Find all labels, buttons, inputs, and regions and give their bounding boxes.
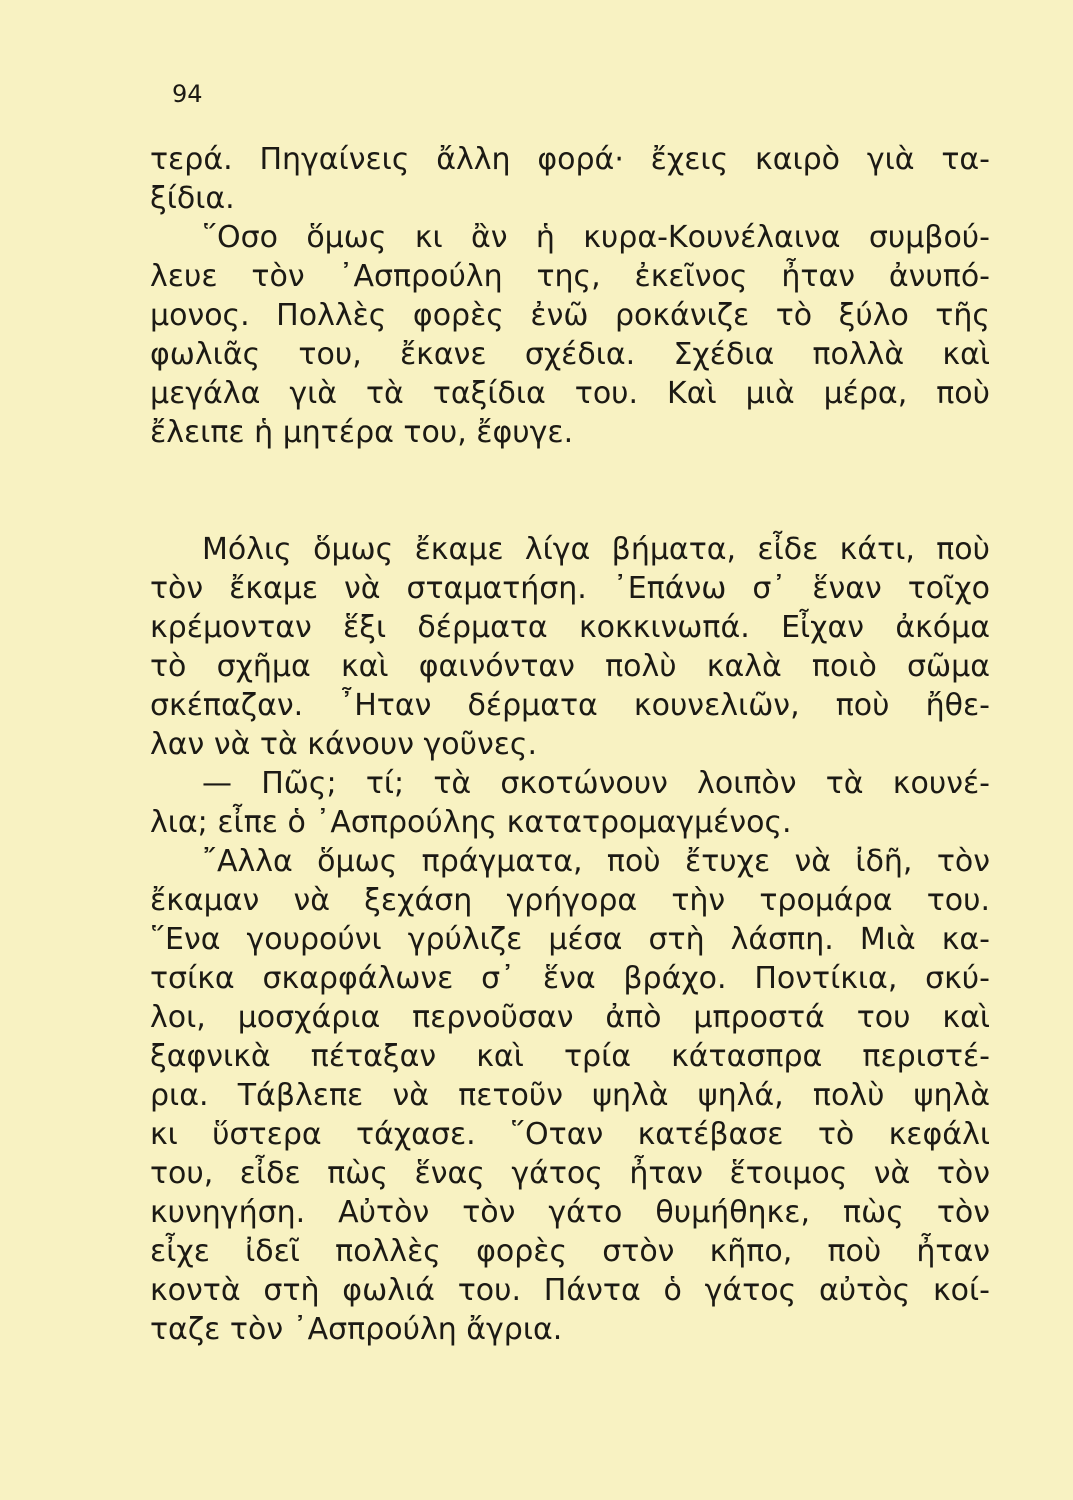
text-line: ξαφνικὰ πέταξαν καὶ τρία κάτασπρα περιστέ- [150, 1039, 990, 1074]
text-line: κυνηγήση. Αὐτὸν τὸν γάτο θυμήθηκε, πὼς τὸν [150, 1195, 990, 1230]
page-number: 94 [172, 80, 203, 108]
text-line: ξίδια. [150, 181, 235, 216]
text-line: λια; εἶπε ὁ ᾿Ασπρούλης κατατρομαγμένος. [150, 805, 792, 840]
text-line: ρια. Τάβλεπε νὰ πετοῦν ψηλὰ ψηλά, πολὺ ψηλὰ [150, 1078, 990, 1113]
text-line: σκέπαζαν. ῏Ηταν δέρματα κουνελιῶν, ποὺ ἤθε- [150, 688, 990, 723]
text-line: τσίκα σκαρφάλωνε σ᾿ ἕνα βράχο. Ποντίκια, σκύ- [150, 961, 990, 996]
text-line: του, εἶδε πὼς ἕνας γάτος ἦταν ἕτοιμος νὰ τὸν [150, 1156, 990, 1191]
text-line: Μόλις ὅμως ἔκαμε λίγα βήματα, εἶδε κάτι, ποὺ [202, 532, 990, 567]
body-text [150, 140, 990, 1349]
text-line: τερά. Πηγαίνεις ἄλλη φορά· ἔχεις καιρὸ γιὰ τα- [150, 142, 990, 177]
text-line: ἔλειπε ἡ μητέρα του, ἔφυγε. [150, 415, 574, 450]
paragraph-gap [150, 452, 990, 530]
text-line: κι ὕστερα τάχασε. ῞Οταν κατέβασε τὸ κεφάλι [150, 1117, 990, 1152]
text-line: λοι, μοσχάρια περνοῦσαν ἀπὸ μπροστά του καὶ [150, 1000, 990, 1035]
paragraph [150, 842, 990, 1349]
text-line: ῞Οσο ὅμως κι ἂν ἡ κυρα-Κουνέλαινα συμβού- [202, 220, 990, 255]
text-line: φωλιᾶς του, ἔκανε σχέδια. Σχέδια πολλὰ καὶ [150, 337, 990, 372]
paragraph [150, 764, 990, 842]
paragraph [150, 218, 990, 452]
text-line: ῎Αλλα ὅμως πράγματα, ποὺ ἔτυχε νὰ ἰδῆ, τὸν [202, 844, 990, 879]
text-line: τὸν ἔκαμε νὰ σταματήση. ᾿Επάνω σ᾿ ἕναν τοῖχο [150, 571, 990, 606]
text-line: — Πῶς; τί; τὰ σκοτώνουν λοιπὸν τὰ κουνέ- [202, 766, 990, 801]
text-line: ῞Ενα γουρούνι γρύλιζε μέσα στὴ λάσπη. Μιὰ κα- [150, 922, 990, 957]
paragraph [150, 530, 990, 764]
text-line: ταζε τὸν ᾿Ασπρούλη ἄγρια. [150, 1312, 563, 1347]
text-line: κοντὰ στὴ φωλιά του. Πάντα ὁ γάτος αὐτὸς κοί- [150, 1273, 990, 1308]
text-line: μονος. Πολλὲς φορὲς ἐνῶ ροκάνιζε τὸ ξύλο τῆς [150, 298, 990, 333]
text-line: εἶχε ἰδεῖ πολλὲς φορὲς στὸν κῆπο, ποὺ ἦταν [150, 1234, 990, 1269]
text-line: τὸ σχῆμα καὶ φαινόνταν πολὺ καλὰ ποιὸ σῶμα [150, 649, 990, 684]
text-line: λευε τὸν ᾿Ασπρούλη της, ἐκεῖνος ἦταν ἀνυπό- [150, 259, 990, 294]
paragraph [150, 140, 990, 218]
text-line: λαν νὰ τὰ κάνουν γοῦνες. [150, 727, 538, 762]
text-line: κρέμονταν ἕξι δέρματα κοκκινωπά. Εἶχαν ἀκόμα [150, 610, 990, 645]
text-line: ἔκαμαν νὰ ξεχάση γρήγορα τὴν τρομάρα του. [150, 883, 990, 918]
text-line: μεγάλα γιὰ τὰ ταξίδια του. Καὶ μιὰ μέρα, ποὺ [150, 376, 990, 411]
